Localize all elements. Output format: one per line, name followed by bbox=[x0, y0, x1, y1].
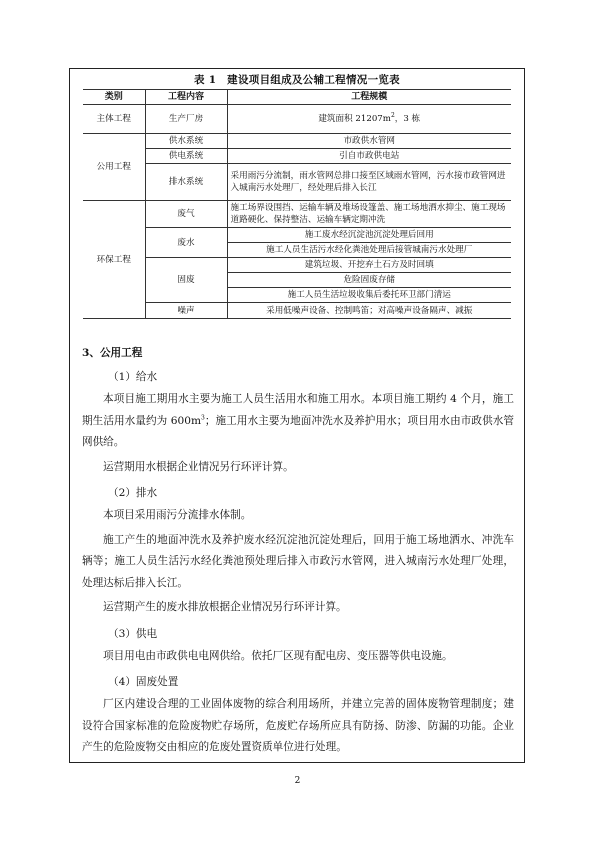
paragraph: 本项目采用雨污分流排水体制。 bbox=[103, 509, 252, 521]
project-table bbox=[83, 89, 511, 319]
scale-drain: 采用雨污分流制，雨水管网总排口接至区域雨水管网，污水接市政管网进入城南污水处理厂，经处理后排入长江 bbox=[227, 164, 511, 201]
subheading-power: （3）供电 bbox=[108, 627, 158, 640]
table-row bbox=[83, 303, 511, 319]
table-row bbox=[83, 164, 511, 201]
scale-solid-waste-3: 施工人员生活垃圾收集后委托环卫部门清运 bbox=[227, 288, 511, 303]
category-public: 公用工程 bbox=[83, 134, 145, 201]
category-main: 主体工程 bbox=[83, 105, 145, 134]
header-content: 工程内容 bbox=[145, 90, 227, 105]
item-solid-waste: 固废 bbox=[145, 258, 227, 303]
table-row bbox=[83, 201, 511, 228]
header-category: 类别 bbox=[83, 90, 145, 105]
paragraph: 施工产生的地面冲洗水及养护废水经沉淀池沉淀处理后，回用于施工场地洒水、冲洗车辆等；施工人员生活污水经化粪池预处理后排入市政污水管网，进入城南污水处理厂处理，处理达标后排入长江。 bbox=[82, 533, 514, 589]
scale-wastewater-1: 施工废水经沉淀池沉淀处理后回用 bbox=[227, 228, 511, 243]
item-water: 供水系统 bbox=[145, 134, 227, 149]
paragraph: 运营期用水根据企业情况另行环评计算。 bbox=[103, 460, 294, 473]
table-row bbox=[83, 228, 511, 243]
page-number: 2 bbox=[294, 776, 301, 786]
scale-solid-waste-1: 建筑垃圾、开挖弃土石方及时回填 bbox=[227, 258, 511, 273]
scale-noise: 采用低噪声设备、控制鸣笛；对高噪声设备隔声、减振 bbox=[227, 303, 511, 319]
category-env: 环保工程 bbox=[83, 201, 145, 319]
scale-solid-waste-2: 危险固废存储 bbox=[227, 273, 511, 288]
paragraph: 厂区内建设合理的工业固体废物的综合利用场所，并建立完善的固体废物管理制度；建设符合国家标准的危险废物贮存场所，危废贮存场所应具有防扬、防渗、防漏的功能。企业产生的危险废物交由相应的危废处置资质单位进行处理。 bbox=[82, 698, 514, 753]
paragraph: 运营期产生的废水排放根据企业情况另行环评计算。 bbox=[103, 601, 347, 613]
scale-wastewater-2: 施工人员生活污水经化粪池处理后接管城南污水处理厂 bbox=[227, 243, 511, 258]
item-gas: 废气 bbox=[145, 201, 227, 228]
item-power: 供电系统 bbox=[145, 149, 227, 164]
body-text bbox=[82, 341, 514, 762]
scale-main: 建筑面积 $21207m^2$，3 栋 bbox=[227, 105, 511, 134]
subheading-drainage: （2）排水 bbox=[108, 487, 158, 499]
scale-power: 引自市政供电站 bbox=[227, 149, 511, 164]
subheading-solid-waste: （4）固废处置 bbox=[108, 676, 179, 688]
table-row bbox=[83, 258, 511, 273]
section-heading: 3、公用工程 bbox=[82, 347, 143, 359]
page-frame bbox=[69, 68, 525, 763]
paragraph: 本项目施工期用水主要为施工人员生活用水和施工用水。本项目施工期约 4 个月，施工期生活用水量约为 $600m^3$；施工用水主要为地面冲洗水及养护用水；项目用水由市政供水管网供给。 bbox=[82, 393, 514, 448]
table-caption: 表 1 建设项目组成及公辅工程情况一览表 bbox=[194, 74, 400, 86]
item-main: 生产厂房 bbox=[145, 105, 227, 134]
scale-water: 市政供水管网 bbox=[227, 134, 511, 149]
item-wastewater: 废水 bbox=[145, 228, 227, 258]
table-row bbox=[83, 134, 511, 149]
subheading-water-supply: （1）给水 bbox=[108, 371, 158, 383]
table-header-row bbox=[83, 90, 511, 105]
item-noise: 噪声 bbox=[145, 303, 227, 319]
paragraph: 项目用电由市政供电电网供给。依托厂区现有配电房、变压器等供电设施。 bbox=[103, 649, 453, 662]
header-scale: 工程规模 bbox=[227, 90, 511, 105]
item-drain: 排水系统 bbox=[145, 164, 227, 201]
scale-gas: 施工场界设围挡、运输车辆及堆场设篷盖、施工场地洒水抑尘、施工现场道路硬化、保持整洁、运输车辆定期冲洗 bbox=[227, 201, 511, 228]
table-row bbox=[83, 105, 511, 134]
table-row bbox=[83, 149, 511, 164]
